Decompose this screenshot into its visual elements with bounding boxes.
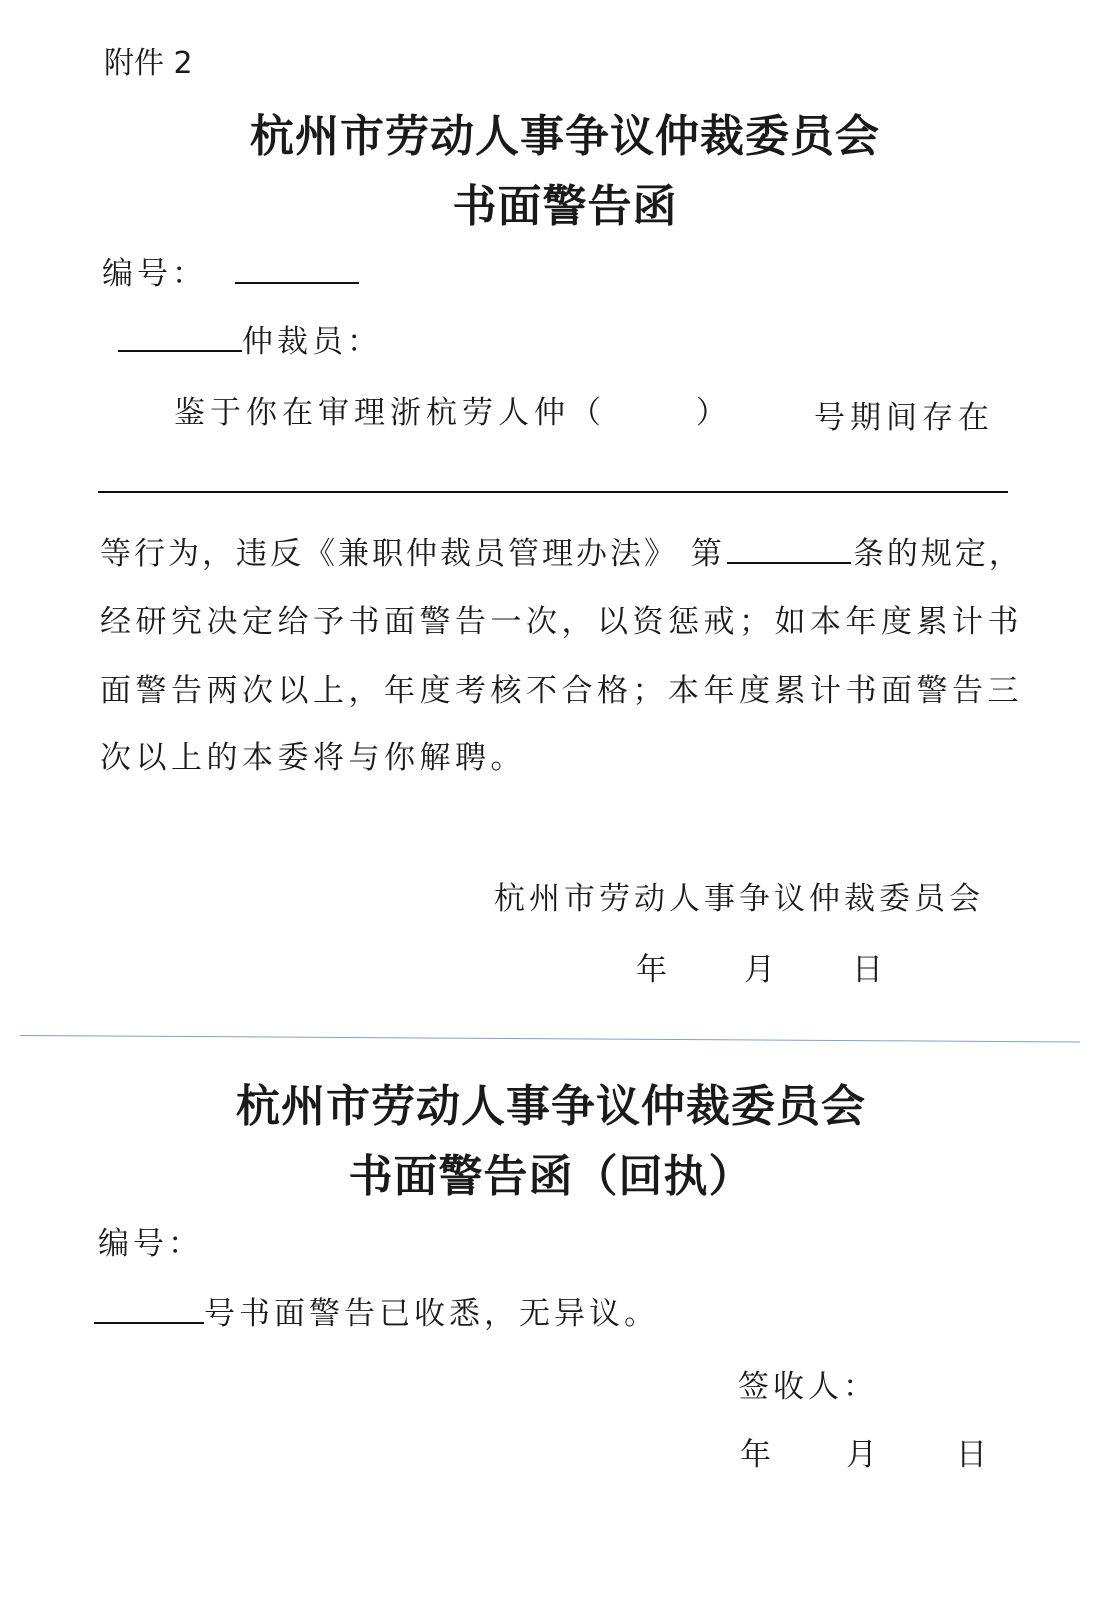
notice-number-row xyxy=(102,248,359,293)
addressee-suffix: 仲裁员： xyxy=(242,324,382,360)
receipt-number-blank[interactable] xyxy=(94,1294,204,1324)
receipt-title-line1: 杭州市劳动人事争议仲裁委员会 xyxy=(236,1081,866,1132)
para-end-text: 号期间存在 xyxy=(814,400,994,436)
notice-para-line3: 面警告两次以上，年度考核不合格；本年度累计书面警告三 xyxy=(100,673,1023,709)
receipt-signer-label: 签收人： xyxy=(738,1369,878,1405)
case-number-close-paren: ） xyxy=(695,395,732,431)
receipt-ack-row xyxy=(94,1288,659,1333)
cut-line-divider xyxy=(20,1035,1080,1042)
receipt-date-day: 日 xyxy=(956,1437,991,1473)
notice-title-line2: 书面警告函 xyxy=(452,181,678,232)
receipt-title-line2: 书面警告函（回执） xyxy=(348,1151,754,1202)
notice-number-label: 编号： xyxy=(102,256,207,292)
para-line1-b: 条的规定， xyxy=(852,536,1023,572)
receipt-date-year: 年 xyxy=(740,1437,775,1473)
para-line1-a: 等行为，违反《兼职仲裁员管理办法》 第 xyxy=(100,536,725,572)
notice-number-blank[interactable] xyxy=(235,254,359,284)
notice-para-line2: 经研究决定给予书面警告一次，以资惩戒；如本年度累计书 xyxy=(100,604,1023,640)
notice-para-first-line xyxy=(174,387,732,432)
receipt-ack-text: 号书面警告已收悉，无异议。 xyxy=(204,1296,659,1332)
notice-date-month: 月 xyxy=(744,952,779,988)
article-number-blank[interactable] xyxy=(727,534,851,564)
notice-title-line1: 杭州市劳动人事争议仲裁委员会 xyxy=(250,111,880,162)
notice-addressee-row xyxy=(118,316,382,361)
arbitrator-name-blank[interactable] xyxy=(118,322,242,352)
notice-date xyxy=(636,944,887,989)
behavior-blank-line[interactable] xyxy=(98,491,1008,493)
receipt-date-month: 月 xyxy=(846,1437,881,1473)
case-number-prefix: 鉴于你在审理浙杭劳人仲（ xyxy=(174,395,606,431)
notice-date-year: 年 xyxy=(636,952,671,988)
attachment-label: 附件 2 xyxy=(104,46,193,81)
receipt-date xyxy=(740,1429,991,1474)
notice-date-day: 日 xyxy=(852,952,887,988)
notice-para-line4: 次以上的本委将与你解聘。 xyxy=(100,740,526,776)
receipt-number-label: 编号： xyxy=(98,1226,203,1262)
notice-signature: 杭州市劳动人事争议仲裁委员会 xyxy=(494,881,984,917)
notice-para-line1 xyxy=(100,528,1023,573)
